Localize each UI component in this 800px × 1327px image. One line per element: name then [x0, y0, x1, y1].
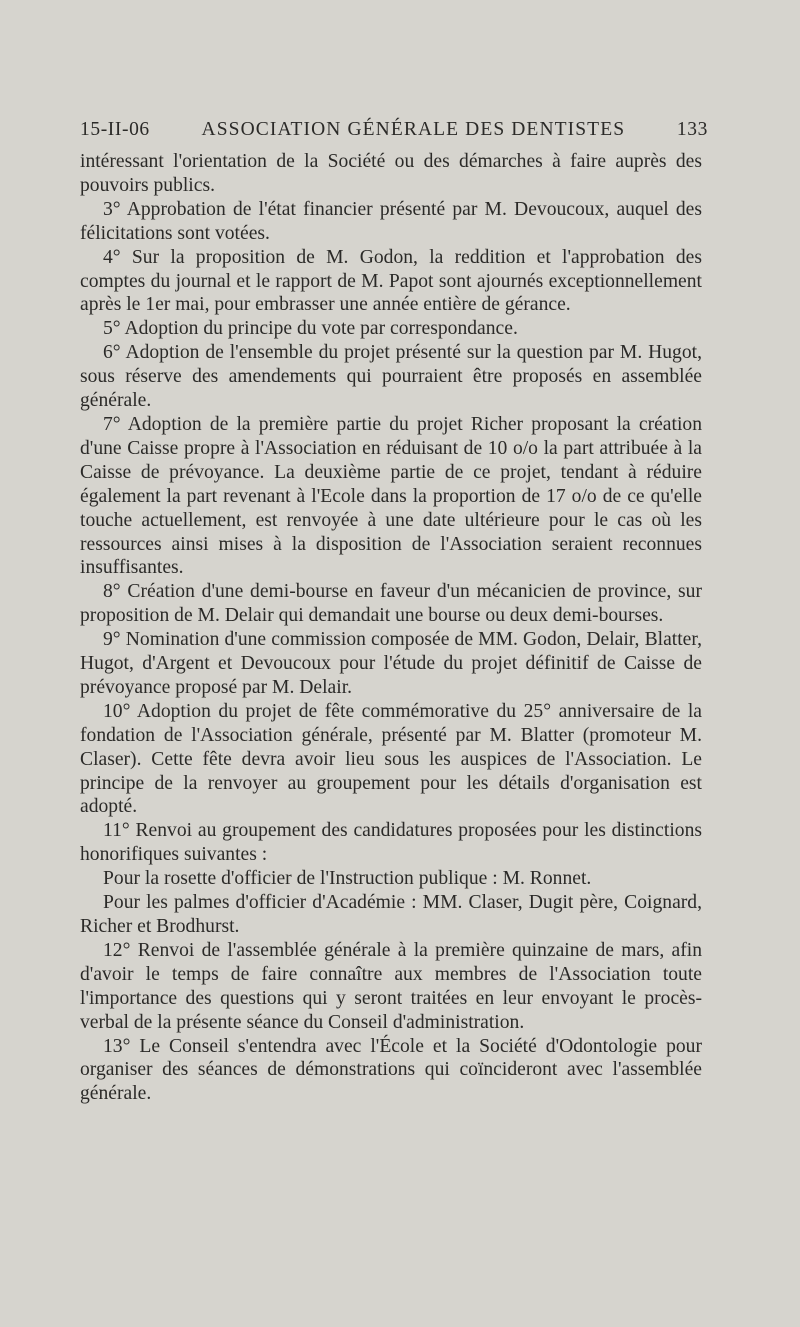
paragraph-item-8: 8° Création d'une demi-bourse en faveur d'un mécanicien de province, sur proposition de M. Delair qui demandait une bourse ou deux demi-bourses. — [80, 581, 702, 627]
paragraph-item-7: 7° Adoption de la première partie du projet Richer proposant la création d'une Caisse propre à l'Association en réduisant de 10 o/o la part attribuée à la Caisse de prévoyance. La deuxième partie de ce projet, tendant à réduire également la part revenant à l'Ecole dans la proportion de 17 o/o de ce qu'elle touche actuellement, est renvoyée à une date ultérieure pour le cas où les ressources ainsi mises à la disposition de l'Association seraient reconnues insuffisantes. — [80, 413, 702, 579]
paragraph-item-13: 13° Le Conseil s'entendra avec l'École et la Société d'Odontologie pour organiser des séances de démonstrations qui coïncideront avec l'assemblée générale. — [80, 1035, 702, 1105]
paragraph-item-9: 9° Nomination d'une commission composée de MM. Godon, Delair, Blatter, Hugot, d'Argent et Devoucoux pour l'étude du projet définitif de Caisse de prévoyance proposé par M. Delair. — [80, 629, 702, 698]
paragraph-rosette: Pour la rosette d'officier de l'Instruction publique : M. Ronnet. — [103, 868, 592, 890]
paragraph-item-12: 12° Renvoi de l'assemblée générale à la première quinzaine de mars, afin d'avoir le temps de faire connaître aux membres de l'Association toute l'importance des questions qui y seront traitées en leur envoyant le procès-verbal de la présente séance du Conseil d'administration. — [80, 939, 702, 1033]
running-header — [80, 116, 708, 144]
page-number: 133 — [676, 119, 708, 140]
paragraph-item-6: 6° Adoption de l'ensemble du projet présenté sur la question par M. Hugot, sous réserve des amendements qui pourraient être proposés en assemblée générale. — [80, 342, 702, 412]
paragraph-item-11: 11° Renvoi au groupement des candidatures proposées pour les distinctions honorifiques suivantes : — [80, 820, 702, 866]
paragraph-item-3: 3° Approbation de l'état financier présenté par M. Devoucoux, auquel des félicitations sont votées. — [80, 198, 702, 244]
paragraph-continuation: intéressant l'orientation de la Société ou des démarches à faire auprès des pouvoirs publics. — [80, 151, 702, 196]
page-body — [80, 150, 702, 1106]
paragraph-palmes: Pour les palmes d'officier d'Académie : MM. Claser, Dugit père, Coignard, Richer et Brodhurst. — [80, 892, 702, 937]
paragraph-item-10: 10° Adoption du projet de fête commémorative du 25° anniversaire de la fondation de l'Association générale, présenté par M. Blatter (promoteur M. Claser). Cette fête devra avoir lieu sous les auspices de l'Association. Le principe de la renvoyer au groupement pour les détails d'organisation est adopté. — [80, 700, 702, 818]
paragraph-item-4: 4° Sur la proposition de M. Godon, la reddition et l'approbation des comptes du journal et le rapport de M. Papot sont ajournés exceptionnellement après le 1er mai, pour embrasser une année entière de gérance. — [80, 246, 702, 316]
header-date: 15-II-06 — [80, 119, 150, 140]
paragraph-item-5: 5° Adoption du principe du vote par correspondance. — [103, 318, 518, 340]
header-title: ASSOCIATION GÉNÉRALE DES DENTISTES — [201, 119, 626, 140]
